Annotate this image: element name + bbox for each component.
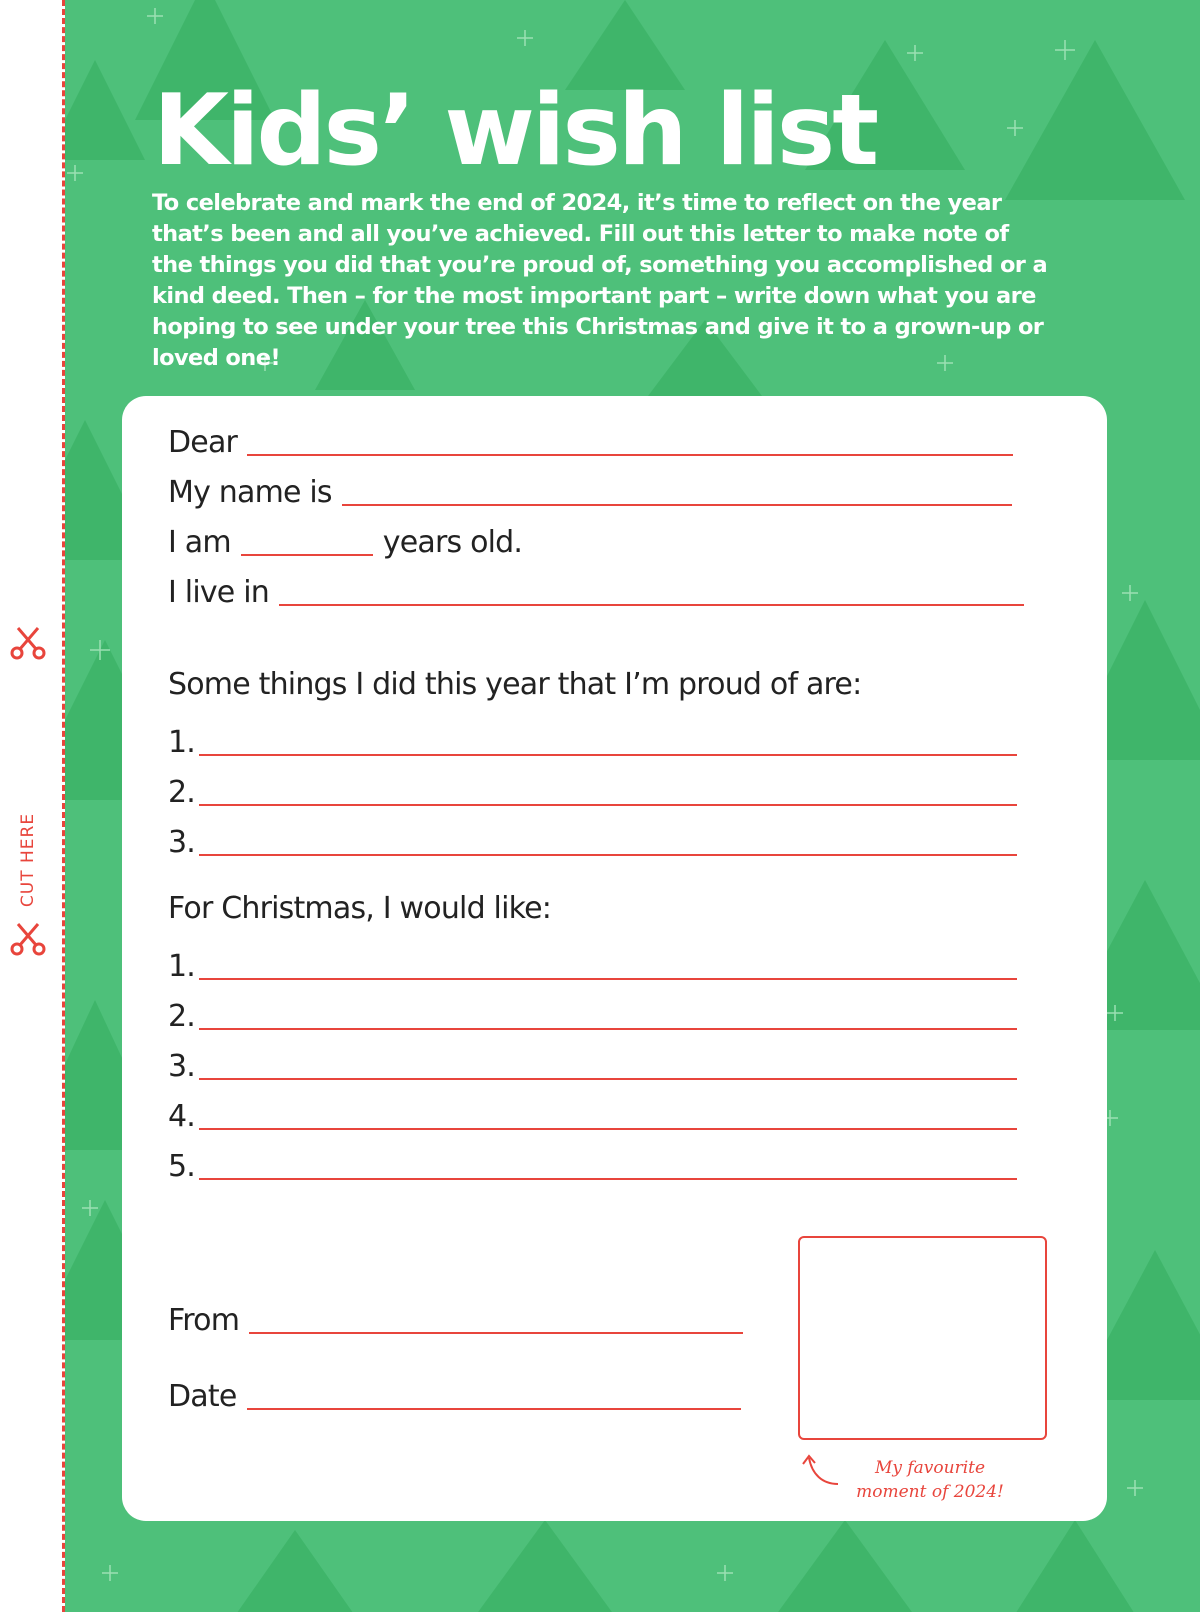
age-label: I am [168,525,231,560]
sparkle-icon [1055,40,1075,60]
name-label: My name is [168,475,332,510]
sparkle-icon [67,165,83,181]
dear-label: Dear [168,425,238,460]
proud-field-2[interactable] [199,804,1017,806]
name-field[interactable] [342,504,1012,506]
list-item: 3. [168,1038,1017,1082]
favourite-moment-caption: My favourite moment of 2024! [856,1458,1004,1502]
scissors-icon [8,920,48,960]
from-field[interactable] [249,1332,743,1334]
sparkle-icon [1122,585,1138,601]
sparkle-icon [517,30,533,46]
live-row [168,564,1024,608]
wish-field-2[interactable] [199,1028,1017,1030]
sparkle-icon [1007,120,1023,136]
date-row [168,1368,741,1412]
age-row [168,514,522,558]
scissors-icon [8,624,48,664]
curved-arrow-icon [794,1448,844,1493]
sparkle-icon [147,8,163,24]
wish-field-3[interactable] [199,1078,1017,1080]
list-item: 1. [168,714,1017,758]
list-item: 4. [168,1088,1017,1132]
age-suffix: years old. [382,525,523,560]
sparkle-icon [907,45,923,61]
intro-paragraph: To celebrate and mark the end of 2024, it’s time to reflect on the year that’s been and all you’ve achieved. Fill out this letter to make note of the things you did that you’re proud of, something you accomplished or a kind deed. Then – for the most important part – write down what you are hoping to see under your tree this Christmas and give it to a grown-up or loved one! [152,190,1048,371]
list-item: 2. [168,764,1017,808]
sparkle-icon [1127,1480,1143,1496]
name-row [168,464,1012,508]
proud-field-1[interactable] [199,754,1017,756]
list-item: 5. [168,1138,1017,1182]
dear-field[interactable] [247,454,1013,456]
from-row [168,1292,743,1336]
christmas-tree-icon [225,1530,365,1612]
page-title: Kids’ wish list [153,74,877,188]
cut-strip [0,0,64,1612]
sparkle-icon [102,1565,118,1581]
age-field[interactable] [241,554,373,556]
wish-field-5[interactable] [199,1178,1017,1180]
sparkle-icon [717,1565,733,1581]
proud-field-3[interactable] [199,854,1017,856]
dear-row [168,414,1013,458]
list-item: 1. [168,938,1017,982]
christmas-tree-icon [65,60,145,160]
list-item: 3. [168,814,1017,858]
letter-card [122,396,1107,1521]
christmas-tree-icon [465,1520,625,1612]
date-field[interactable] [247,1408,741,1410]
from-label: From [168,1303,240,1338]
favourite-moment-box[interactable] [798,1236,1047,1440]
live-field[interactable] [279,604,1024,606]
wish-field-1[interactable] [199,978,1017,980]
christmas-tree-icon [1005,1520,1145,1612]
date-label: Date [168,1379,237,1414]
list-item: 2. [168,988,1017,1032]
christmas-tree-icon [765,1520,925,1612]
christmas-tree-icon [1005,40,1185,200]
live-label: I live in [168,575,269,610]
wish-field-4[interactable] [199,1128,1017,1130]
sparkle-icon [82,1200,98,1216]
cut-here-label: CUT HERE [18,812,38,908]
green-panel [65,0,1200,1612]
proud-heading: Some things I did this year that I’m proud of are: [168,667,862,702]
christmas-heading: For Christmas, I would like: [168,891,552,926]
